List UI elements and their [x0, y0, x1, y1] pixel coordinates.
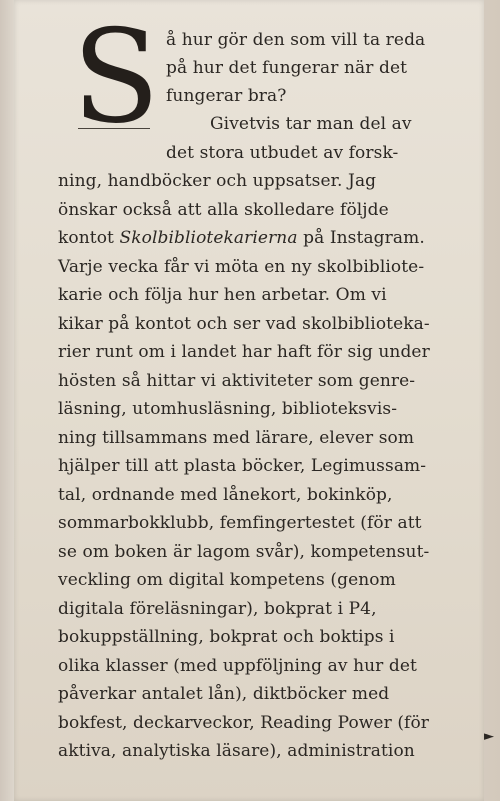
book-page — [14, 0, 494, 801]
text-line: rier runt om i landet har haft för sig under — [58, 342, 430, 362]
text-line: påverkar antalet lån), diktböcker med — [58, 684, 390, 704]
text-line: ning tillsammans med lärare, elever som — [58, 428, 415, 448]
text-line: hjälper till att plasta böcker, Legimussam- — [58, 456, 427, 476]
text-line: aktiva, analytiska läsare), administration — [58, 741, 415, 761]
text-line: tal, ordnande med lånekort, bokinköp, — [58, 485, 393, 505]
text-line: karie och följa hur hen arbetar. Om vi — [58, 285, 387, 305]
text-line: det stora utbudet av forsk- — [166, 143, 399, 163]
text-line: läsning, utomhusläsning, biblioteksvis- — [58, 399, 398, 419]
text-line: fungerar bra? — [166, 86, 287, 106]
text-line: hösten så hittar vi aktiviteter som genre- — [58, 371, 416, 391]
text-line — [58, 228, 425, 248]
instagram-account-name: Skolbibliotekarierna — [119, 228, 298, 248]
text-line: bokfest, deckarveckor, Reading Power (för — [58, 713, 430, 733]
text-line: Varje vecka får vi möta en ny skolbibliote- — [58, 257, 425, 277]
text-line: digitala föreläsningar), bokprat i P4, — [58, 599, 377, 619]
text-segment: på Instagram. — [297, 228, 425, 248]
text-line: olika klasser (med uppföljning av hur det — [58, 656, 417, 676]
continue-arrow-icon: ► — [484, 729, 494, 744]
drop-cap-letter: S — [72, 3, 160, 152]
text-segment: kontot — [58, 228, 120, 248]
text-line: önskar också att alla skolledare följde — [58, 200, 389, 220]
text-line: på hur det fungerar när det — [166, 58, 408, 78]
text-line: ning, handböcker och uppsatser. Jag — [58, 171, 377, 191]
text-line: Givetvis tar man del av — [210, 114, 412, 134]
text-line: veckling om digital kompetens (genom — [58, 570, 396, 590]
text-line: sommarbokklubb, femfingertestet (för att — [58, 513, 422, 533]
text-line: kikar på kontot och ser vad skolbiblioteka- — [58, 314, 430, 334]
text-line: å hur gör den som vill ta reda — [166, 30, 426, 50]
drop-cap-rule — [78, 128, 150, 129]
text-line: se om boken är lagom svår), kompetensut- — [58, 542, 430, 562]
text-line: bokuppställning, bokprat och boktips i — [58, 627, 395, 647]
